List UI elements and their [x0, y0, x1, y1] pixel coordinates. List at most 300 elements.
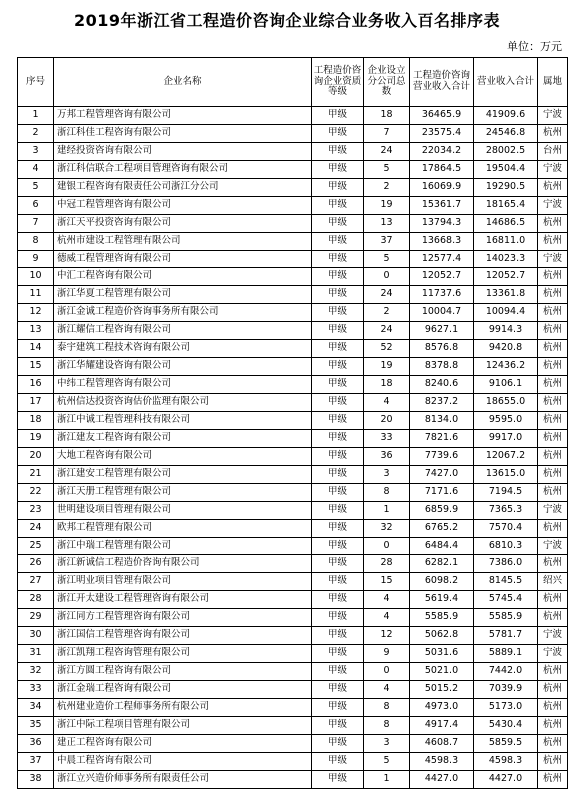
location: 绍兴: [538, 573, 568, 591]
header-qualification-grade: 工程造价咨询企业资质等级: [312, 58, 364, 107]
company-name: 中汇工程咨询有限公司: [54, 268, 312, 286]
location: 杭州: [538, 681, 568, 699]
total-revenue: 18165.4: [474, 196, 538, 214]
row-index: 9: [18, 250, 54, 268]
company-name: 浙江新诚信工程造价咨询有限公司: [54, 555, 312, 573]
consulting-revenue: 5015.2: [410, 681, 474, 699]
company-name: 泰宇建筑工程技术咨询有限公司: [54, 340, 312, 358]
branch-count: 5: [364, 160, 410, 178]
location: 杭州: [538, 447, 568, 465]
company-name: 建正工程咨询有限公司: [54, 734, 312, 752]
company-name: 浙江同方工程管理咨询有限公司: [54, 609, 312, 627]
consulting-revenue: 5585.9: [410, 609, 474, 627]
company-name: 万邦工程管理咨询有限公司: [54, 107, 312, 125]
location: 杭州: [538, 286, 568, 304]
branch-count: 5: [364, 250, 410, 268]
location: 杭州: [538, 358, 568, 376]
table-row: [18, 770, 568, 788]
company-name: 建经投资咨询有限公司: [54, 142, 312, 160]
row-index: 7: [18, 214, 54, 232]
location: 杭州: [538, 340, 568, 358]
qualification-grade: 甲级: [312, 645, 364, 663]
total-revenue: 6810.3: [474, 537, 538, 555]
total-revenue: 13361.8: [474, 286, 538, 304]
consulting-revenue: 6765.2: [410, 519, 474, 537]
table-row: [18, 124, 568, 142]
row-index: 29: [18, 609, 54, 627]
consulting-revenue: 8576.8: [410, 340, 474, 358]
table-row: [18, 429, 568, 447]
total-revenue: 5889.1: [474, 645, 538, 663]
row-index: 37: [18, 752, 54, 770]
total-revenue: 12052.7: [474, 268, 538, 286]
location: 杭州: [538, 429, 568, 447]
consulting-revenue: 5062.8: [410, 627, 474, 645]
table-row: [18, 250, 568, 268]
row-index: 13: [18, 322, 54, 340]
consulting-revenue: 5619.4: [410, 591, 474, 609]
consulting-revenue: 36465.9: [410, 107, 474, 125]
qualification-grade: 甲级: [312, 519, 364, 537]
total-revenue: 41909.6: [474, 107, 538, 125]
qualification-grade: 甲级: [312, 734, 364, 752]
qualification-grade: 甲级: [312, 501, 364, 519]
row-index: 20: [18, 447, 54, 465]
qualification-grade: 甲级: [312, 716, 364, 734]
consulting-revenue: 12577.4: [410, 250, 474, 268]
location: 宁波: [538, 627, 568, 645]
row-index: 27: [18, 573, 54, 591]
consulting-revenue: 22034.2: [410, 142, 474, 160]
location: 杭州: [538, 483, 568, 501]
branch-count: 18: [364, 107, 410, 125]
qualification-grade: 甲级: [312, 160, 364, 178]
table-row: [18, 483, 568, 501]
total-revenue: 7386.0: [474, 555, 538, 573]
row-index: 11: [18, 286, 54, 304]
header-consulting-revenue: 工程造价咨询营业收入合计: [410, 58, 474, 107]
company-name: 浙江方圆工程咨询有限公司: [54, 663, 312, 681]
consulting-revenue: 8378.8: [410, 358, 474, 376]
total-revenue: 14023.3: [474, 250, 538, 268]
row-index: 28: [18, 591, 54, 609]
unit-label: 单位：万元: [507, 40, 562, 53]
branch-count: 8: [364, 716, 410, 734]
header-total-revenue: 营业收入合计: [474, 58, 538, 107]
consulting-revenue: 13794.3: [410, 214, 474, 232]
total-revenue: 7365.3: [474, 501, 538, 519]
total-revenue: 12067.2: [474, 447, 538, 465]
qualification-grade: 甲级: [312, 591, 364, 609]
consulting-revenue: 15361.7: [410, 196, 474, 214]
branch-count: 19: [364, 358, 410, 376]
table-row: [18, 501, 568, 519]
company-name: 中纬工程管理咨询有限公司: [54, 376, 312, 394]
company-name: 浙江建安工程管理有限公司: [54, 465, 312, 483]
row-index: 6: [18, 196, 54, 214]
table-row: [18, 573, 568, 591]
ranking-table: [17, 57, 568, 789]
branch-count: 24: [364, 322, 410, 340]
location: 杭州: [538, 268, 568, 286]
table-row: [18, 716, 568, 734]
qualification-grade: 甲级: [312, 340, 364, 358]
branch-count: 52: [364, 340, 410, 358]
qualification-grade: 甲级: [312, 322, 364, 340]
row-index: 23: [18, 501, 54, 519]
branch-count: 2: [364, 178, 410, 196]
location: 宁波: [538, 537, 568, 555]
total-revenue: 9106.1: [474, 376, 538, 394]
total-revenue: 5745.4: [474, 591, 538, 609]
qualification-grade: 甲级: [312, 286, 364, 304]
location: 杭州: [538, 322, 568, 340]
qualification-grade: 甲级: [312, 304, 364, 322]
total-revenue: 9595.0: [474, 411, 538, 429]
consulting-revenue: 4917.4: [410, 716, 474, 734]
table-header-row: [18, 58, 568, 107]
table-row: [18, 304, 568, 322]
company-name: 杭州建业造价工程师事务所有限公司: [54, 698, 312, 716]
table-row: [18, 591, 568, 609]
table-row: [18, 286, 568, 304]
company-name: 浙江华夏工程管理有限公司: [54, 286, 312, 304]
total-revenue: 8145.5: [474, 573, 538, 591]
branch-count: 8: [364, 483, 410, 501]
qualification-grade: 甲级: [312, 232, 364, 250]
consulting-revenue: 11737.6: [410, 286, 474, 304]
branch-count: 37: [364, 232, 410, 250]
total-revenue: 24546.8: [474, 124, 538, 142]
qualification-grade: 甲级: [312, 394, 364, 412]
branch-count: 33: [364, 429, 410, 447]
consulting-revenue: 5031.6: [410, 645, 474, 663]
header-idx: 序号: [18, 58, 54, 107]
row-index: 2: [18, 124, 54, 142]
location: 杭州: [538, 752, 568, 770]
qualification-grade: 甲级: [312, 107, 364, 125]
qualification-grade: 甲级: [312, 663, 364, 681]
qualification-grade: 甲级: [312, 555, 364, 573]
row-index: 19: [18, 429, 54, 447]
location: 台州: [538, 142, 568, 160]
row-index: 25: [18, 537, 54, 555]
consulting-revenue: 4598.3: [410, 752, 474, 770]
company-name: 中晨工程咨询有限公司: [54, 752, 312, 770]
total-revenue: 9917.0: [474, 429, 538, 447]
total-revenue: 7442.0: [474, 663, 538, 681]
consulting-revenue: 6282.1: [410, 555, 474, 573]
consulting-revenue: 6484.4: [410, 537, 474, 555]
table-row: [18, 537, 568, 555]
branch-count: 0: [364, 663, 410, 681]
location: 宁波: [538, 645, 568, 663]
page-title: 2019年浙江省工程造价咨询企业综合业务收入百名排序表: [73, 11, 501, 30]
row-index: 10: [18, 268, 54, 286]
consulting-revenue: 13668.3: [410, 232, 474, 250]
total-revenue: 7194.5: [474, 483, 538, 501]
total-revenue: 9914.3: [474, 322, 538, 340]
total-revenue: 5173.0: [474, 698, 538, 716]
table-row: [18, 322, 568, 340]
branch-count: 3: [364, 734, 410, 752]
company-name: 浙江中际工程项目管理有限公司: [54, 716, 312, 734]
company-name: 浙江明业项目管理有限公司: [54, 573, 312, 591]
consulting-revenue: 7171.6: [410, 483, 474, 501]
company-name: 德威工程管理咨询有限公司: [54, 250, 312, 268]
company-name: 浙江中诚工程管理科技有限公司: [54, 411, 312, 429]
total-revenue: 4427.0: [474, 770, 538, 788]
qualification-grade: 甲级: [312, 681, 364, 699]
table-row: [18, 214, 568, 232]
company-name: 浙江天平投资咨询有限公司: [54, 214, 312, 232]
table-row: [18, 447, 568, 465]
company-name: 浙江金瑞工程咨询有限公司: [54, 681, 312, 699]
company-name: 浙江凯翔工程咨询管理有限公司: [54, 645, 312, 663]
row-index: 1: [18, 107, 54, 125]
consulting-revenue: 8134.0: [410, 411, 474, 429]
branch-count: 24: [364, 142, 410, 160]
header-company-name: 企业名称: [54, 58, 312, 107]
branch-count: 9: [364, 645, 410, 663]
consulting-revenue: 6098.2: [410, 573, 474, 591]
total-revenue: 12436.2: [474, 358, 538, 376]
row-index: 4: [18, 160, 54, 178]
row-index: 32: [18, 663, 54, 681]
row-index: 26: [18, 555, 54, 573]
company-name: 杭州信达投资咨询估价监理有限公司: [54, 394, 312, 412]
qualification-grade: 甲级: [312, 752, 364, 770]
location: 杭州: [538, 663, 568, 681]
company-name: 浙江建友工程咨询有限公司: [54, 429, 312, 447]
consulting-revenue: 7821.6: [410, 429, 474, 447]
total-revenue: 19290.5: [474, 178, 538, 196]
qualification-grade: 甲级: [312, 142, 364, 160]
branch-count: 19: [364, 196, 410, 214]
consulting-revenue: 10004.7: [410, 304, 474, 322]
consulting-revenue: 7427.0: [410, 465, 474, 483]
consulting-revenue: 16069.9: [410, 178, 474, 196]
branch-count: 15: [364, 573, 410, 591]
branch-count: 24: [364, 286, 410, 304]
location: 杭州: [538, 609, 568, 627]
consulting-revenue: 6859.9: [410, 501, 474, 519]
row-index: 30: [18, 627, 54, 645]
row-index: 18: [18, 411, 54, 429]
consulting-revenue: 4608.7: [410, 734, 474, 752]
location: 杭州: [538, 770, 568, 788]
table-row: [18, 609, 568, 627]
table-row: [18, 519, 568, 537]
company-name: 杭州市建设工程管理有限公司: [54, 232, 312, 250]
location: 杭州: [538, 178, 568, 196]
company-name: 建银工程咨询有限责任公司浙江分公司: [54, 178, 312, 196]
total-revenue: 13615.0: [474, 465, 538, 483]
company-name: 浙江耀信工程咨询有限公司: [54, 322, 312, 340]
qualification-grade: 甲级: [312, 411, 364, 429]
branch-count: 1: [364, 501, 410, 519]
location: 宁波: [538, 107, 568, 125]
branch-count: 4: [364, 591, 410, 609]
qualification-grade: 甲级: [312, 268, 364, 286]
location: 杭州: [538, 124, 568, 142]
table-row: [18, 411, 568, 429]
table-row: [18, 734, 568, 752]
table-row: [18, 268, 568, 286]
location: 杭州: [538, 555, 568, 573]
qualification-grade: 甲级: [312, 537, 364, 555]
table-row: [18, 376, 568, 394]
location: 宁波: [538, 250, 568, 268]
branch-count: 0: [364, 537, 410, 555]
company-name: 浙江华耀建设咨询有限公司: [54, 358, 312, 376]
consulting-revenue: 12052.7: [410, 268, 474, 286]
total-revenue: 5781.7: [474, 627, 538, 645]
company-name: 浙江科佳工程咨询有限公司: [54, 124, 312, 142]
consulting-revenue: 4973.0: [410, 698, 474, 716]
qualification-grade: 甲级: [312, 573, 364, 591]
row-index: 34: [18, 698, 54, 716]
qualification-grade: 甲级: [312, 770, 364, 788]
company-name: 浙江金诚工程造价咨询事务所有限公司: [54, 304, 312, 322]
total-revenue: 19504.4: [474, 160, 538, 178]
branch-count: 36: [364, 447, 410, 465]
branch-count: 5: [364, 752, 410, 770]
table-row: [18, 160, 568, 178]
table-row: [18, 645, 568, 663]
branch-count: 12: [364, 627, 410, 645]
table-row: [18, 681, 568, 699]
qualification-grade: 甲级: [312, 358, 364, 376]
location: 杭州: [538, 411, 568, 429]
location: 杭州: [538, 716, 568, 734]
consulting-revenue: 4427.0: [410, 770, 474, 788]
branch-count: 1: [364, 770, 410, 788]
total-revenue: 7039.9: [474, 681, 538, 699]
row-index: 31: [18, 645, 54, 663]
total-revenue: 14686.5: [474, 214, 538, 232]
row-index: 5: [18, 178, 54, 196]
company-name: 浙江国信工程管理咨询有限公司: [54, 627, 312, 645]
company-name: 浙江中瑞工程管理有限公司: [54, 537, 312, 555]
total-revenue: 16811.0: [474, 232, 538, 250]
row-index: 12: [18, 304, 54, 322]
company-name: 浙江科信联合工程项目管理咨询有限公司: [54, 160, 312, 178]
row-index: 8: [18, 232, 54, 250]
consulting-revenue: 9627.1: [410, 322, 474, 340]
qualification-grade: 甲级: [312, 609, 364, 627]
total-revenue: 28002.5: [474, 142, 538, 160]
branch-count: 4: [364, 394, 410, 412]
table-body: [18, 107, 568, 789]
company-name: 浙江立兴造价师事务所有限责任公司: [54, 770, 312, 788]
branch-count: 7: [364, 124, 410, 142]
total-revenue: 5859.5: [474, 734, 538, 752]
location: 杭州: [538, 698, 568, 716]
location: 宁波: [538, 160, 568, 178]
table-row: [18, 340, 568, 358]
qualification-grade: 甲级: [312, 627, 364, 645]
qualification-grade: 甲级: [312, 483, 364, 501]
table-row: [18, 698, 568, 716]
total-revenue: 18655.0: [474, 394, 538, 412]
table-row: [18, 394, 568, 412]
location: 杭州: [538, 394, 568, 412]
location: 杭州: [538, 232, 568, 250]
table-row: [18, 752, 568, 770]
branch-count: 28: [364, 555, 410, 573]
branch-count: 20: [364, 411, 410, 429]
table-row: [18, 142, 568, 160]
location: 杭州: [538, 734, 568, 752]
total-revenue: 5430.4: [474, 716, 538, 734]
branch-count: 0: [364, 268, 410, 286]
qualification-grade: 甲级: [312, 214, 364, 232]
location: 杭州: [538, 519, 568, 537]
row-index: 16: [18, 376, 54, 394]
table-row: [18, 555, 568, 573]
branch-count: 32: [364, 519, 410, 537]
table-row: [18, 358, 568, 376]
company-name: 浙江天册工程管理有限公司: [54, 483, 312, 501]
header-branch-count: 企业设立分公司总数: [364, 58, 410, 107]
table-row: [18, 178, 568, 196]
row-index: 14: [18, 340, 54, 358]
row-index: 35: [18, 716, 54, 734]
row-index: 15: [18, 358, 54, 376]
qualification-grade: 甲级: [312, 429, 364, 447]
table-row: [18, 107, 568, 125]
company-name: 世明建设项目管理有限公司: [54, 501, 312, 519]
qualification-grade: 甲级: [312, 124, 364, 142]
row-index: 17: [18, 394, 54, 412]
location: 杭州: [538, 591, 568, 609]
qualification-grade: 甲级: [312, 178, 364, 196]
table-row: [18, 196, 568, 214]
qualification-grade: 甲级: [312, 698, 364, 716]
row-index: 36: [18, 734, 54, 752]
row-index: 38: [18, 770, 54, 788]
table-row: [18, 627, 568, 645]
qualification-grade: 甲级: [312, 465, 364, 483]
row-index: 33: [18, 681, 54, 699]
qualification-grade: 甲级: [312, 250, 364, 268]
consulting-revenue: 23575.4: [410, 124, 474, 142]
total-revenue: 5585.9: [474, 609, 538, 627]
location: 宁波: [538, 196, 568, 214]
row-index: 22: [18, 483, 54, 501]
location: 宁波: [538, 501, 568, 519]
branch-count: 18: [364, 376, 410, 394]
total-revenue: 10094.4: [474, 304, 538, 322]
consulting-revenue: 7739.6: [410, 447, 474, 465]
table-row: [18, 232, 568, 250]
location: 杭州: [538, 465, 568, 483]
total-revenue: 4598.3: [474, 752, 538, 770]
location: 杭州: [538, 376, 568, 394]
total-revenue: 9420.8: [474, 340, 538, 358]
row-index: 3: [18, 142, 54, 160]
company-name: 大地工程咨询有限公司: [54, 447, 312, 465]
branch-count: 3: [364, 465, 410, 483]
consulting-revenue: 8237.2: [410, 394, 474, 412]
company-name: 中冠工程管理咨询有限公司: [54, 196, 312, 214]
qualification-grade: 甲级: [312, 447, 364, 465]
branch-count: 4: [364, 609, 410, 627]
branch-count: 2: [364, 304, 410, 322]
qualification-grade: 甲级: [312, 196, 364, 214]
consulting-revenue: 5021.0: [410, 663, 474, 681]
